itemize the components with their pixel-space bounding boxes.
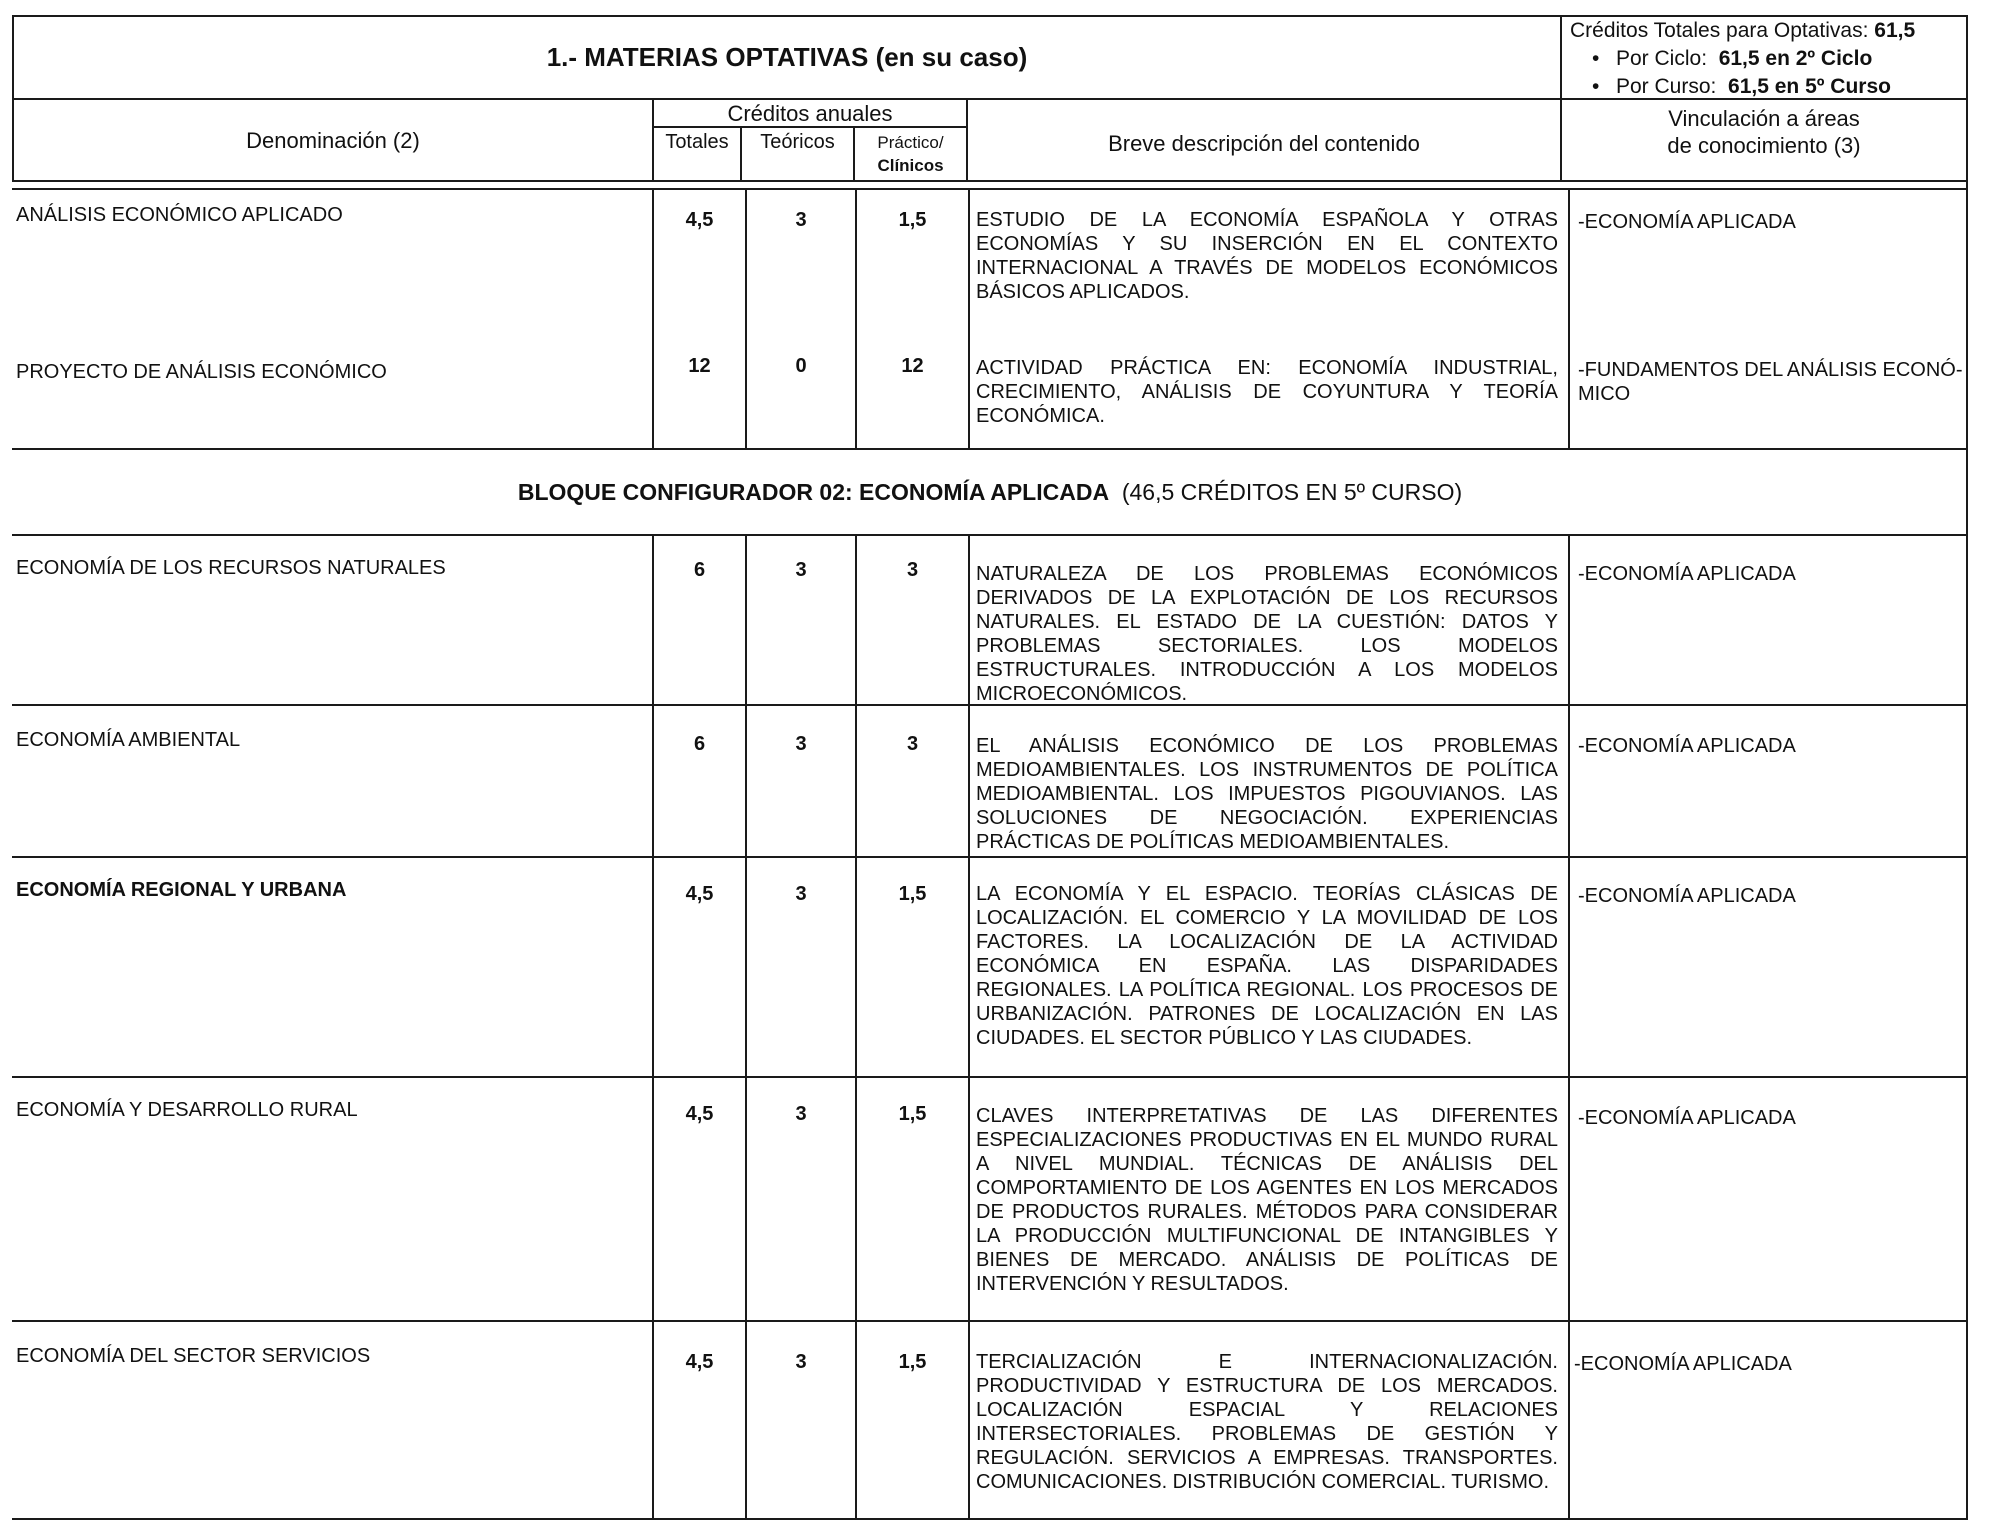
block-header [14,478,1966,506]
rule [12,856,1968,858]
subject-description: ACTIVIDAD PRÁCTICA EN: ECONOMÍA INDUSTRIAL, CRECIMIENTO, ANÁLISIS DE COYUNTURA Y TEORÍA ECONÓMICA. [976,357,1558,427]
credits-total-value: 61,5 [1874,19,1916,42]
credits-course-value: 61,5 en 5º Curso [1728,75,1891,98]
header-practicos-line2: Clínicos [877,156,944,175]
credits-teoricos: 3 [795,733,807,755]
subject-name: PROYECTO DE ANÁLISIS ECONÓMICO [16,361,387,383]
credits-totales: 4,5 [685,1103,714,1125]
bullet-icon: • [1592,47,1600,70]
header-creditos-anuales: Créditos anuales [727,101,893,126]
header-practicos-line1: Práctico/ [877,133,944,152]
knowledge-area: -ECONOMÍA APLICADA [1578,1107,1796,1129]
rule [12,1320,1968,1322]
rule [12,1076,1968,1078]
rule [968,188,970,448]
section-title: 1.- MATERIAS OPTATIVAS (en su caso) [546,42,1028,72]
rule [12,448,1968,450]
credits-practicos: 1,5 [898,883,927,905]
knowledge-area-continued: MICO [1578,383,1631,405]
credits-totales: 4,5 [685,209,714,231]
knowledge-area: -ECONOMÍA APLICADA [1578,211,1796,233]
block-subtitle: (46,5 CRÉDITOS EN 5º CURSO) [1121,479,1463,505]
header-vinculacion-line2: de conocimiento (3) [1667,133,1861,158]
subject-name: ANÁLISIS ECONÓMICO APLICADO [16,204,343,226]
credits-practicos: 1,5 [898,1103,927,1125]
credits-total-label: Créditos Totales para Optativas: [1570,19,1869,42]
credits-practicos: 3 [906,733,919,755]
credits-teoricos: 3 [795,209,807,231]
rule [1966,15,1968,1520]
credits-cycle-label: Por Ciclo: [1616,47,1708,70]
credits-teoricos: 3 [795,1351,807,1373]
credits-practicos: 12 [901,355,924,377]
rule [12,534,1968,536]
subject-name: ECONOMÍA DE LOS RECURSOS NATURALES [16,557,446,579]
credits-per-course [1570,74,1891,99]
credits-cycle-value: 61,5 en 2º Ciclo [1718,47,1873,70]
subject-name: ECONOMÍA DEL SECTOR SERVICIOS [16,1345,371,1367]
knowledge-area: -ECONOMÍA APLICADA [1578,885,1796,907]
credits-totales: 4,5 [685,1351,714,1373]
rule [12,1518,1968,1520]
credits-teoricos: 0 [795,355,807,377]
subject-name: ECONOMÍA AMBIENTAL [16,729,241,751]
rule [12,180,1968,182]
header-denominacion: Denominación (2) [246,128,420,153]
subject-name: ECONOMÍA Y DESARROLLO RURAL [16,1099,358,1121]
knowledge-area: -ECONOMÍA APLICADA [1578,735,1796,757]
subject-description: EL ANÁLISIS ECONÓMICO DE LOS PROBLEMAS MEDIOAMBIENTALES. LOS INSTRUMENTOS DE POLÍTICA MEDIOAMBIENTAL. LOS IMPUESTOS PIGOUVIANOS. LAS SOLUCIONES DE NEGOCIACIÓN. EXPERIENCIAS PRÁCTICAS DE POLÍTICAS MEDIOAMBIENTALES. [976,735,1558,853]
credits-totales: 4,5 [685,883,714,905]
subject-description: CLAVES INTERPRETATIVAS DE LAS DIFERENTES ESPECIALIZACIONES PRODUCTIVAS EN EL MUNDO RURAL A NIVEL MUNDIAL. TÉCNICAS DE ANÁLISIS DEL COMPORTAMIENTO DE LOS AGENTES EN LOS MERCADOS DE PRODUCTOS RURALES. MÉTODOS PARA CONSIDERAR LA PRODUCCIÓN MULTIFUNCIONAL DE INTANGIBLES Y BIENES DE MERCADO. ANÁLISIS DE POLÍTICAS DE INTERVENCIÓN Y RESULTADOS. [976,1105,1558,1295]
header-vinculacion-line1: Vinculación a áreas [1668,106,1860,131]
block-title: BLOQUE CONFIGURADOR 02: ECONOMÍA APLICADA [517,479,1110,505]
subject-description: NATURALEZA DE LOS PROBLEMAS ECONÓMICOS DERIVADOS DE LA EXPLOTACIÓN DE LOS RECURSOS NATURALES. EL ESTADO DE LA CUESTIÓN: DATOS Y PROBLEMAS SECTORIALES. LOS MODELOS ESTRUCTURALES. INTRODUCCIÓN A LOS MODELOS MICROECONÓMICOS. [976,563,1558,705]
credits-totales: 6 [693,733,706,755]
header-descripcion: Breve descripción del contenido [1108,131,1420,156]
subject-name: ECONOMÍA REGIONAL Y URBANA [16,879,347,901]
knowledge-area: -ECONOMÍA APLICADA [1578,563,1796,585]
credits-totales: 12 [688,355,711,377]
subject-description: LA ECONOMÍA Y EL ESPACIO. TEORÍAS CLÁSICAS DE LOCALIZACIÓN. EL COMERCIO Y LA MOVILIDAD DE LOS FACTORES. LA LOCALIZACIÓN DE LA ACTIVIDAD ECONÓMICA EN ESPAÑA. LAS DISPARIDADES REGIONALES. LA POLÍTICA REGIONAL. LOS PROCESOS DE URBANIZACIÓN. PATRONES DE LOCALIZACIÓN EN LAS CIUDADES. EL SECTOR PÚBLICO Y LAS CIUDADES. [976,883,1558,1049]
header-totales: Totales [665,131,729,153]
rule [1568,534,1570,1518]
rule [12,188,1968,190]
credits-per-cycle [1570,46,1872,71]
bullet-icon: • [1592,75,1600,98]
credits-course-label: Por Curso: [1616,75,1717,98]
credits-practicos: 3 [906,559,919,581]
rule [1568,188,1570,448]
credits-teoricos: 3 [795,559,807,581]
credits-practicos: 1,5 [898,209,927,231]
knowledge-area: -ECONOMÍA APLICADA [1574,1353,1792,1375]
credits-total-summary [1570,18,1915,43]
credits-teoricos: 3 [795,883,807,905]
header-teoricos: Teóricos [760,131,835,153]
knowledge-area: -FUNDAMENTOS DEL ANÁLISIS ECONÓ- [1578,359,1963,381]
rule [12,15,14,180]
rule [12,15,1968,17]
subject-description: ESTUDIO DE LA ECONOMÍA ESPAÑOLA Y OTRAS ECONOMÍAS Y SU INSERCIÓN EN EL CONTEXTO INTERNACIONAL A TRAVÉS DE MODELOS ECONÓMICOS BÁSICOS APLICADOS. [976,209,1558,303]
rule [968,534,970,1518]
subject-description: TERCIALIZACIÓN E INTERNACIONALIZACIÓN. PRODUCTIVIDAD Y ESTRUCTURA DE LOS MERCADOS. LOCALIZACIÓN ESPACIAL Y RELACIONES INTERSECTORIALES. PROBLEMAS DE GESTIÓN Y REGULACIÓN. SERVICIOS A EMPRESAS. TRANSPORTES. COMUNICACIONES. DISTRIBUCIÓN COMERCIAL. TURISMO. [976,1351,1558,1493]
rule [652,126,966,128]
credits-teoricos: 3 [795,1103,807,1125]
credits-practicos: 1,5 [898,1351,927,1373]
credits-totales: 6 [693,559,706,581]
